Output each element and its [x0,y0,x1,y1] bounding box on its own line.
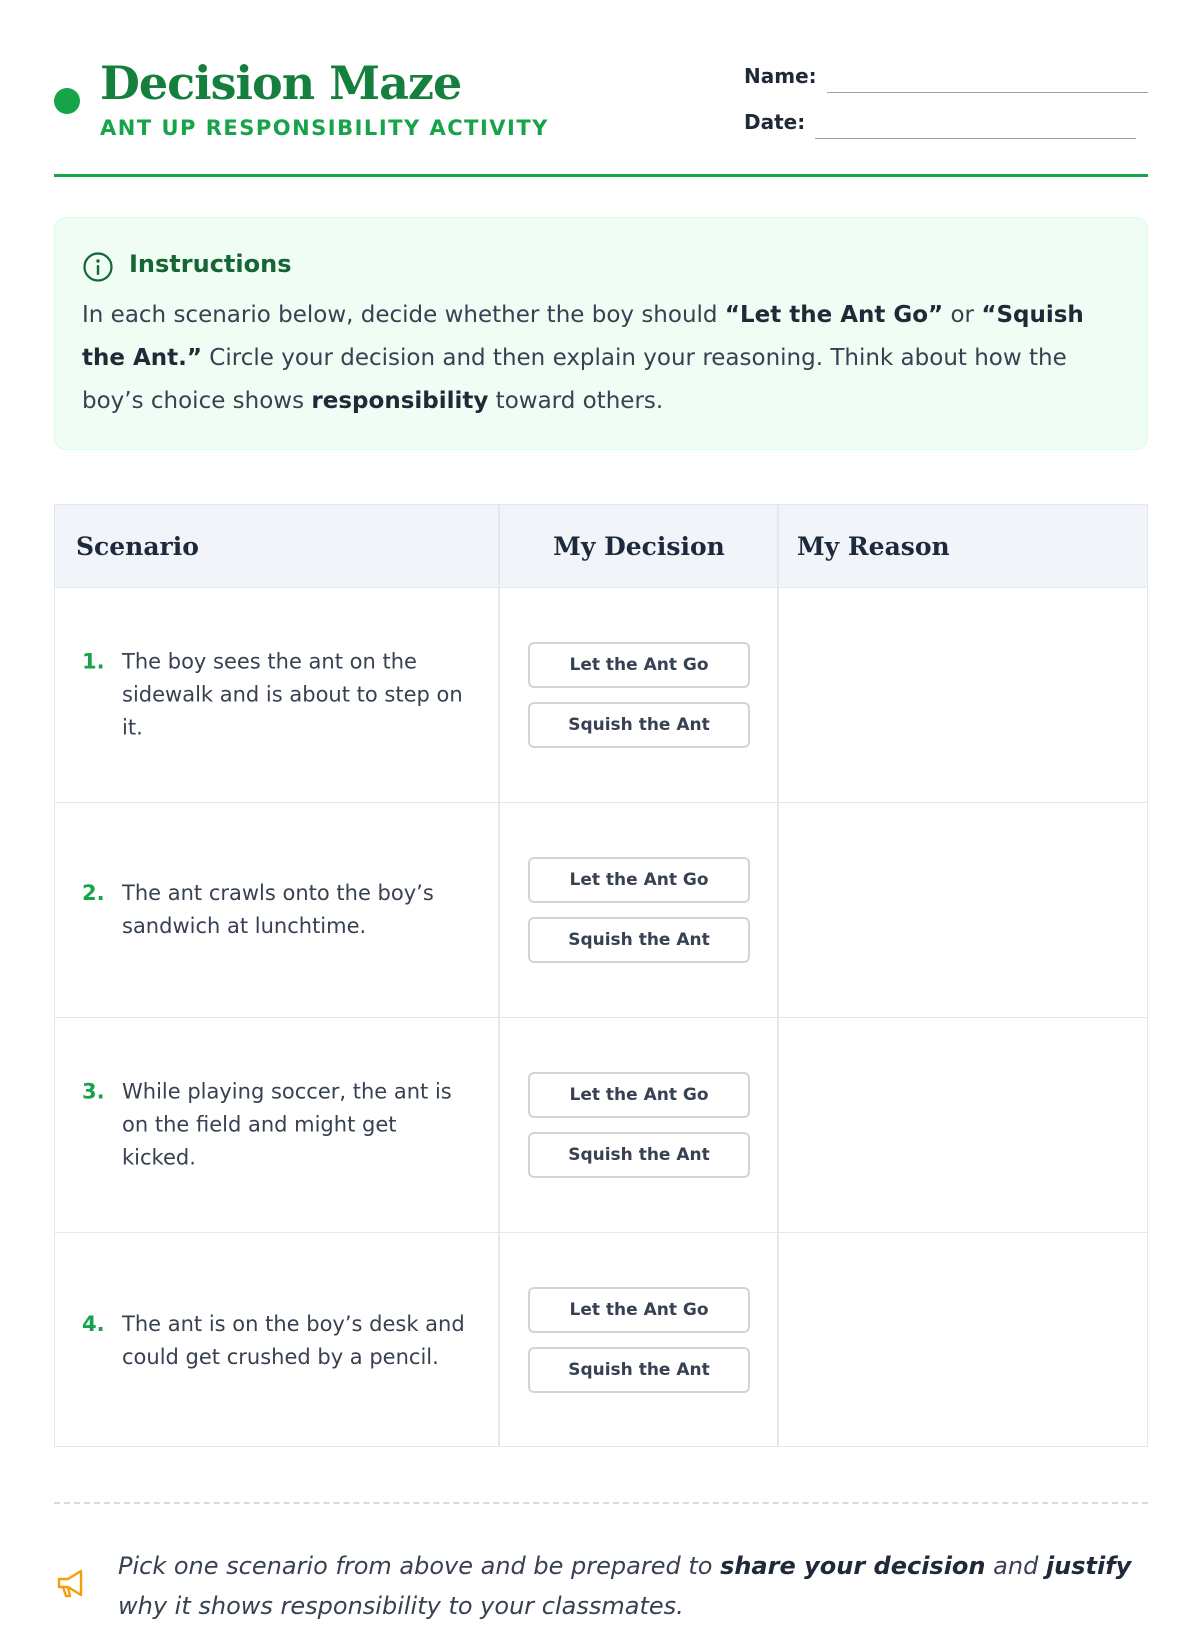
header-reason: My Reason [797,532,950,561]
scenario-number: 3. [82,1079,105,1104]
name-field[interactable] [827,92,1148,93]
table-row [55,803,1147,1018]
table-header [55,505,1147,588]
let-ant-go-button[interactable]: Let the Ant Go [528,1287,750,1333]
footer-prompt: Pick one scenario from above and be prepared to share your decision and justify why it shows responsibility to your classmates. [118,1552,1132,1620]
scenario-number: 1. [82,649,105,674]
date-label: Date: [744,110,806,134]
scenario-cell [82,646,472,745]
instructions-box [54,217,1148,450]
squish-ant-button[interactable]: Squish the Ant [528,1132,750,1178]
column-divider [498,505,500,1446]
header-scenario: Scenario [76,532,199,561]
scenario-cell [82,1308,472,1374]
scenario-text: The ant is on the boy’s desk and could get crushed by a pencil. [122,1311,465,1369]
name-label: Name: [744,64,817,88]
scenario-number: 2. [82,881,105,905]
let-ant-go-button[interactable]: Let the Ant Go [528,1072,750,1118]
let-ant-go-button[interactable]: Let the Ant Go [528,857,750,903]
table-row [55,588,1147,803]
worksheet-header [54,56,1148,176]
brand-dot-icon [54,88,80,114]
page-subtitle: ANT UP RESPONSIBILITY ACTIVITY [100,116,549,140]
scenario-text: While playing soccer, the ant is on the field and might get kicked. [122,1079,452,1170]
let-ant-go-button[interactable]: Let the Ant Go [528,642,750,688]
info-icon [82,251,114,283]
header-divider [54,174,1148,177]
squish-ant-button[interactable]: Squish the Ant [528,1347,750,1393]
scenario-text: The boy sees the ant on the sidewalk and is about to step on it. [122,649,463,740]
date-field[interactable] [815,138,1136,139]
scenario-number: 4. [82,1311,105,1336]
squish-ant-button[interactable]: Squish the Ant [528,702,750,748]
scenario-cell [82,877,472,943]
squish-ant-button[interactable]: Squish the Ant [528,917,750,963]
scenario-cell [82,1076,472,1175]
page-title: Decision Maze [100,56,462,110]
table-row [55,1018,1147,1233]
instructions-heading: Instructions [129,250,292,278]
table-row [55,1233,1147,1448]
scenario-text: The ant crawls onto the boy’s sandwich at lunchtime. [122,881,434,938]
header-decision: My Decision [553,532,725,561]
instructions-text: In each scenario below, decide whether the boy should “Let the Ant Go” or “Squish the Ant.” Circle your decision and then explain your reasoning. Think about how the boy’s choice shows responsibility toward others. [82,302,1084,414]
megaphone-icon [54,1566,88,1600]
footer-divider [54,1502,1148,1504]
column-divider [777,505,779,1446]
scenario-table [54,504,1148,1447]
